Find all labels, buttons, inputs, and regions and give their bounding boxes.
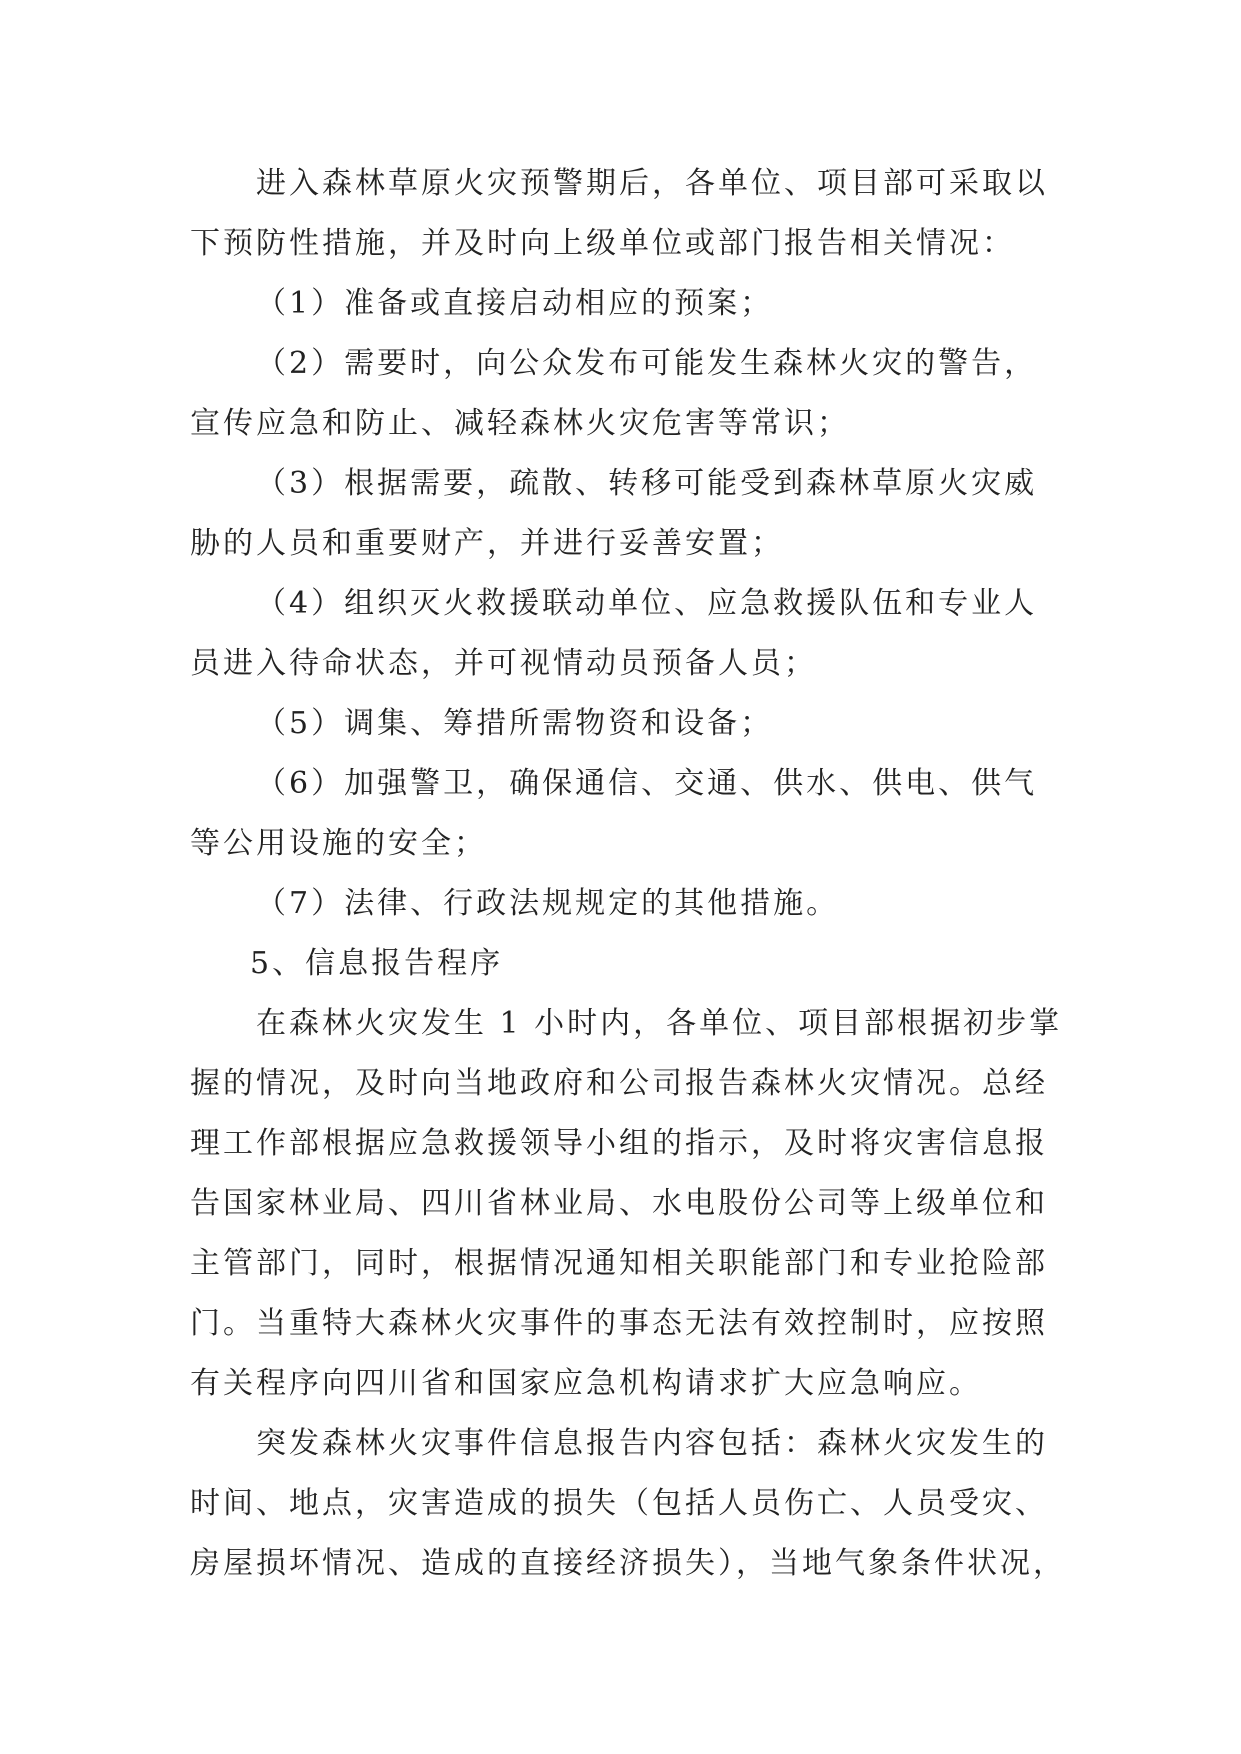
list-item-continuation: 胁的人员和重要财产，并进行妥善安置； xyxy=(190,526,784,561)
list-item-continuation: 等公用设施的安全； xyxy=(190,826,487,861)
paragraph-line: 理工作部根据应急救援领导小组的指示，及时将灾害信息报 xyxy=(190,1126,1048,1161)
paragraph-line: 有关程序向四川省和国家应急机构请求扩大应急响应。 xyxy=(190,1366,982,1401)
paragraph-line: 握的情况，及时向当地政府和公司报告森林火灾情况。总经 xyxy=(190,1066,1048,1101)
paragraph-line: 主管部门，同时，根据情况通知相关职能部门和专业抢险部 xyxy=(190,1246,1048,1281)
document-body xyxy=(190,154,1070,1594)
list-item: （1）准备或直接启动相应的预案； xyxy=(256,286,774,321)
list-item: （6）加强警卫，确保通信、交通、供水、供电、供气 xyxy=(256,766,1038,801)
paragraph-line: 下预防性措施，并及时向上级单位或部门报告相关情况： xyxy=(190,226,1015,261)
list-item: （4）组织灭火救援联动单位、应急救援队伍和专业人 xyxy=(256,586,1038,621)
paragraph-line: 突发森林火灾事件信息报告内容包括：森林火灾发生的 xyxy=(256,1426,1048,1461)
list-item-continuation: 员进入待命状态，并可视情动员预备人员； xyxy=(190,646,817,681)
paragraph-line: 时间、地点，灾害造成的损失（包括人员伤亡、人员受灾、 xyxy=(190,1486,1048,1521)
list-item: （5）调集、筹措所需物资和设备； xyxy=(256,706,774,741)
list-item: （3）根据需要，疏散、转移可能受到森林草原火灾威 xyxy=(256,466,1038,501)
list-item: （7）法律、行政法规规定的其他措施。 xyxy=(256,886,840,921)
paragraph-line: 门。当重特大森林火灾事件的事态无法有效控制时，应按照 xyxy=(190,1306,1048,1341)
paragraph-line: 告国家林业局、四川省林业局、水电股份公司等上级单位和 xyxy=(190,1186,1048,1221)
paragraph-line: 房屋损坏情况、造成的直接经济损失），当地气象条件状况， xyxy=(190,1546,1066,1581)
section-heading: 5、信息报告程序 xyxy=(250,946,504,981)
list-item-continuation: 宣传应急和防止、减轻森林火灾危害等常识； xyxy=(190,406,850,441)
paragraph-line: 进入森林草原火灾预警期后，各单位、项目部可采取以 xyxy=(256,166,1048,201)
paragraph-line: 在森林火灾发生 1 小时内，各单位、项目部根据初步掌 xyxy=(256,1006,1063,1041)
list-item: （2）需要时，向公众发布可能发生森林火灾的警告， xyxy=(256,346,1038,381)
